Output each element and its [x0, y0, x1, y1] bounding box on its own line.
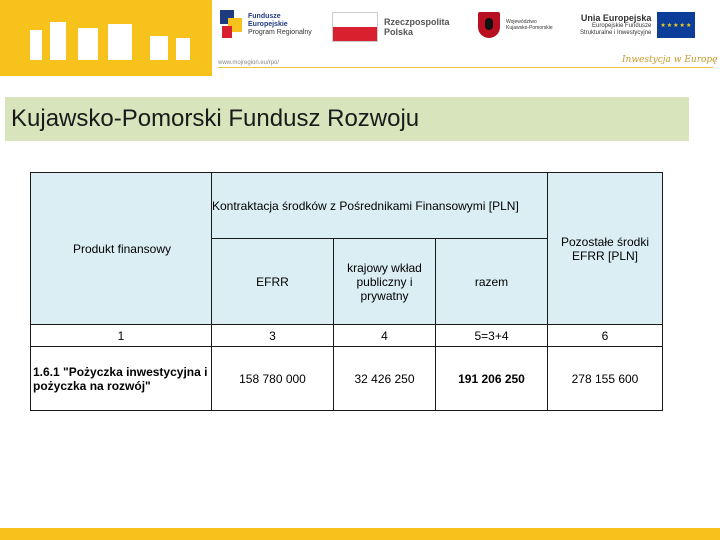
product-header: Produkt finansowy	[31, 173, 212, 325]
footer-band	[0, 528, 720, 540]
index-cell: 4	[334, 325, 436, 347]
title-bar	[5, 97, 689, 141]
header-url: www.mojregion.eu/rpo/	[218, 60, 280, 66]
coat-of-arms-icon	[478, 12, 500, 38]
polish-flag-icon	[332, 12, 378, 42]
index-cell: 3	[212, 325, 334, 347]
header-divider	[218, 67, 713, 68]
funds-table	[30, 172, 663, 411]
ue-line3: Strukturalne i Inwestycyjne	[580, 29, 652, 36]
total-value-cell: 191 206 250	[436, 347, 548, 411]
product-name-cell: 1.6.1 "Pożyczka inwestycyjna i pożyczka na rozwój"	[31, 347, 212, 411]
rp-line2: Polska	[384, 27, 414, 37]
remaining-header: Pozostałe środki EFRR [PLN]	[548, 173, 663, 325]
logo-strip	[212, 0, 720, 60]
index-cell: 5=3+4	[436, 325, 548, 347]
contracting-header: Kontraktacja środków z Pośrednikami Finansowymi [PLN]	[212, 173, 548, 239]
ue-line2: Europejskie Fundusze	[592, 22, 652, 29]
ue-line1: Unia Europejska	[580, 12, 652, 23]
kp-line2: Kujawsko-Pomorskie	[506, 25, 553, 31]
table-row	[31, 347, 663, 411]
fe-line1: Fundusze	[248, 13, 281, 20]
index-cell: 6	[548, 325, 663, 347]
fe-line3: Program Regionalny	[248, 29, 312, 36]
brand-shape	[176, 38, 190, 60]
rzeczpospolita-logo	[332, 12, 450, 42]
kp-line1: Województwo	[506, 19, 537, 25]
unia-europejska-logo	[580, 12, 695, 38]
index-cell: 1	[31, 325, 212, 347]
brand-shape	[108, 24, 132, 60]
brand-yellow-block	[0, 0, 212, 76]
total-header: razem	[436, 239, 548, 325]
efrr-header: EFRR	[212, 239, 334, 325]
page-title: Kujawsko-Pomorski Fundusz Rozwoju	[11, 105, 420, 132]
index-row	[31, 325, 663, 347]
national-header: krajowy wkład publiczny i prywatny	[334, 239, 436, 325]
brand-shape	[30, 30, 42, 60]
fundusze-europejskie-logo	[220, 10, 312, 40]
rp-line1: Rzeczpospolita	[384, 17, 450, 27]
brand-shape	[150, 36, 168, 60]
kujawsko-pomorskie-logo	[478, 12, 553, 38]
fe-line2: Europejskie	[248, 21, 288, 28]
brand-shape	[50, 22, 66, 60]
remaining-value-cell: 278 155 600	[548, 347, 663, 411]
eu-flag-icon: ★★★★★	[657, 12, 695, 38]
table-header-row-1	[31, 173, 663, 239]
efrr-value-cell: 158 780 000	[212, 347, 334, 411]
fe-star-icon	[220, 10, 242, 40]
header-slogan: Inwestycja w Europę	[622, 55, 718, 65]
national-value-cell: 32 426 250	[334, 347, 436, 411]
brand-shape	[78, 28, 98, 60]
